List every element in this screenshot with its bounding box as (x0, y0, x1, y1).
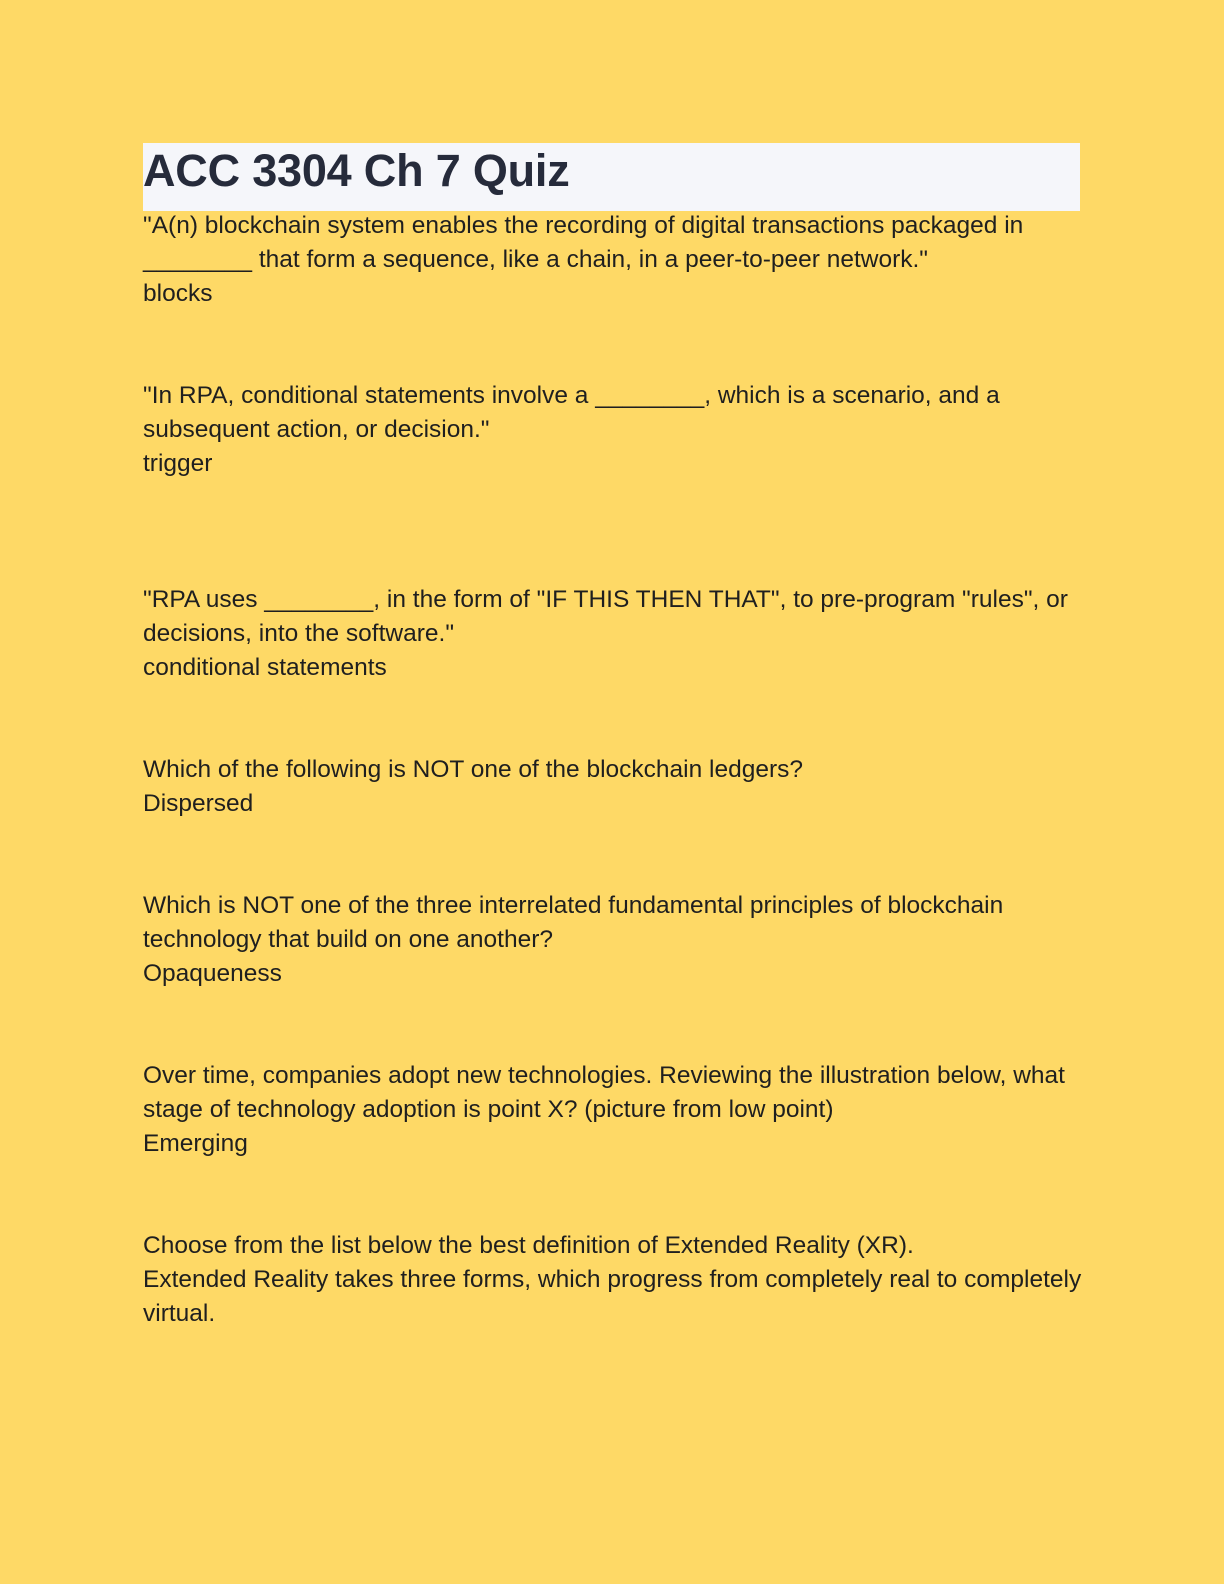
quiz-item (143, 889, 1088, 991)
answer-text: Extended Reality takes three forms, which progress from completely real to completely virtual. (143, 1266, 1082, 1327)
answer-text: Emerging (143, 1130, 248, 1157)
page-title: ACC 3304 Ch 7 Quiz (143, 145, 570, 196)
quiz-item (143, 583, 1088, 685)
answer-text: conditional statements (143, 654, 387, 681)
question-text: Which of the following is NOT one of the blockchain ledgers? (143, 756, 804, 783)
quiz-item (143, 209, 1088, 311)
answer-text: Dispersed (143, 790, 254, 817)
question-text: "In RPA, conditional statements involve a ________, which is a scenario, and a subsequent action, or decision." (143, 382, 1000, 443)
answer-text: Opaqueness (143, 960, 282, 987)
question-text: "A(n) blockchain system enables the recording of digital transactions packaged in ________ that form a sequence, like a chain, in a peer-to-peer network." (143, 212, 1024, 273)
question-text: "RPA uses ________, in the form of "IF THIS THEN THAT", to pre-program "rules", or decisions, into the software." (143, 586, 1068, 647)
quiz-item (143, 1059, 1088, 1161)
answer-text: trigger (143, 450, 213, 477)
question-text: Which is NOT one of the three interrelated fundamental principles of blockchain technology that build on one another? (143, 892, 1004, 953)
quiz-item (143, 379, 1088, 481)
question-text: Over time, companies adopt new technologies. Reviewing the illustration below, what stage of technology adoption is point X? (picture from low point) (143, 1062, 1065, 1123)
quiz-item (143, 753, 1088, 821)
quiz-item (143, 1229, 1088, 1331)
answer-text: blocks (143, 280, 213, 307)
question-text: Choose from the list below the best definition of Extended Reality (XR). (143, 1232, 914, 1259)
